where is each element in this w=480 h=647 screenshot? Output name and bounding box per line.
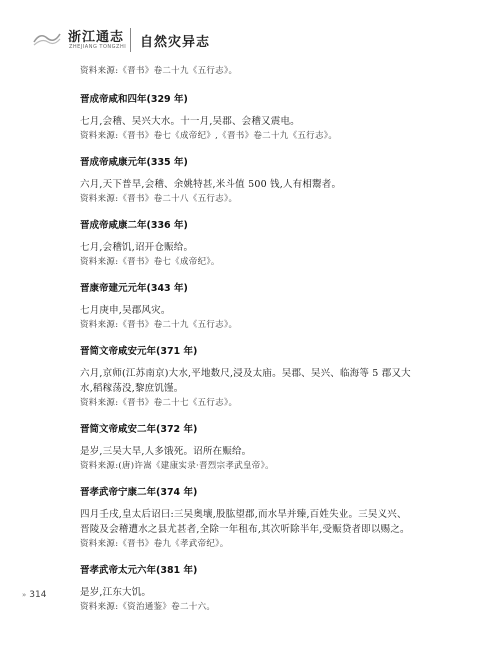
entry-0: [80, 64, 416, 79]
entry-text: 七月,会稽、吴兴大水。十一月,吴郡、会稽又震电。: [80, 116, 300, 127]
entry-source: 资料来源:《晋书》卷七《成帝纪》,《晋书》卷二十九《五行志》。: [80, 131, 338, 141]
entry-heading: 晋简文帝咸安二年(372 年): [80, 424, 198, 435]
entry-7: [80, 486, 416, 552]
entry-source: 资料来源:《晋书》卷二十七《五行志》。: [80, 398, 238, 408]
entry-source: 资料来源:《晋书》卷九《孝武帝纪》。: [80, 539, 229, 549]
entry-text: 是岁,三吴大旱,人多饿死。诏所在赈给。: [80, 446, 252, 457]
logo-subtitle: ZHEJIANG TONGZHI: [69, 44, 127, 50]
entry-text: 七月庚申,吴郡风灾。: [80, 305, 171, 316]
entry-source: 资料来源:《晋书》卷二十九《五行志》。: [80, 66, 238, 76]
entry-heading: 晋成帝咸康元年(335 年): [80, 157, 188, 168]
entry-3: [80, 219, 416, 270]
entry-8: [80, 564, 416, 615]
entry-1: [80, 93, 416, 144]
page-number: 314: [29, 590, 47, 600]
entry-heading: 晋成帝咸康二年(336 年): [80, 220, 188, 231]
entry-text: 七月,会稽饥,诏开仓赈给。: [80, 242, 194, 253]
entry-source: 资料来源:《晋书》卷二十九《五行志》。: [80, 320, 238, 330]
entry-6: [80, 423, 416, 474]
page-footer: [22, 590, 46, 600]
page-marker-icon: »: [22, 591, 27, 599]
entry-4: [80, 282, 416, 333]
entry-heading: 晋简文帝咸安元年(371 年): [80, 346, 198, 357]
entry-text: 四月壬戌,皇太后诏曰:三吴奥壤,股肱望郡,而水旱并臻,百姓失业。三吴义兴、晋陵及会稽遭水之县尤甚者,全除一年租布,其次听除半年,受赈贷者即以赐之。: [80, 509, 410, 535]
entry-5: [80, 345, 416, 411]
entry-source: 资料来源:《晋书》卷七《成帝纪》。: [80, 257, 220, 267]
entry-heading: 晋康帝建元元年(343 年): [80, 283, 188, 294]
page-header: [22, 22, 462, 62]
entry-heading: 晋成帝咸和四年(329 年): [80, 94, 188, 105]
entry-source: 资料来源:(唐)许嵩《建康实录·晋烈宗孝武皇帝》。: [80, 461, 274, 471]
entry-source: 资料来源:《资治通鉴》卷二十六。: [80, 602, 216, 612]
entry-text: 六月,京师(江苏南京)大水,平地数尺,浸及太庙。吴郡、吴兴、临海等 5 郡又大水,稻稼荡没,黎庶饥馑。: [80, 368, 411, 394]
entry-text: 是岁,江东大饥。: [80, 587, 152, 598]
logo-icon: [32, 28, 62, 48]
entry-2: [80, 156, 416, 207]
header-divider: [130, 28, 131, 52]
entry-source: 资料来源:《晋书》卷二十八《五行志》。: [80, 194, 238, 204]
entry-text: 六月,天下普旱,会稽、余姚特甚,米斗值 500 钱,人有相鬻者。: [80, 179, 342, 190]
entry-heading: 晋孝武帝太元六年(381 年): [80, 565, 198, 576]
book-title: 自然灾异志: [140, 35, 211, 50]
page-content: [80, 64, 416, 627]
logo-title: 浙江通志: [68, 30, 125, 45]
entry-heading: 晋孝武帝宁康二年(374 年): [80, 487, 198, 498]
